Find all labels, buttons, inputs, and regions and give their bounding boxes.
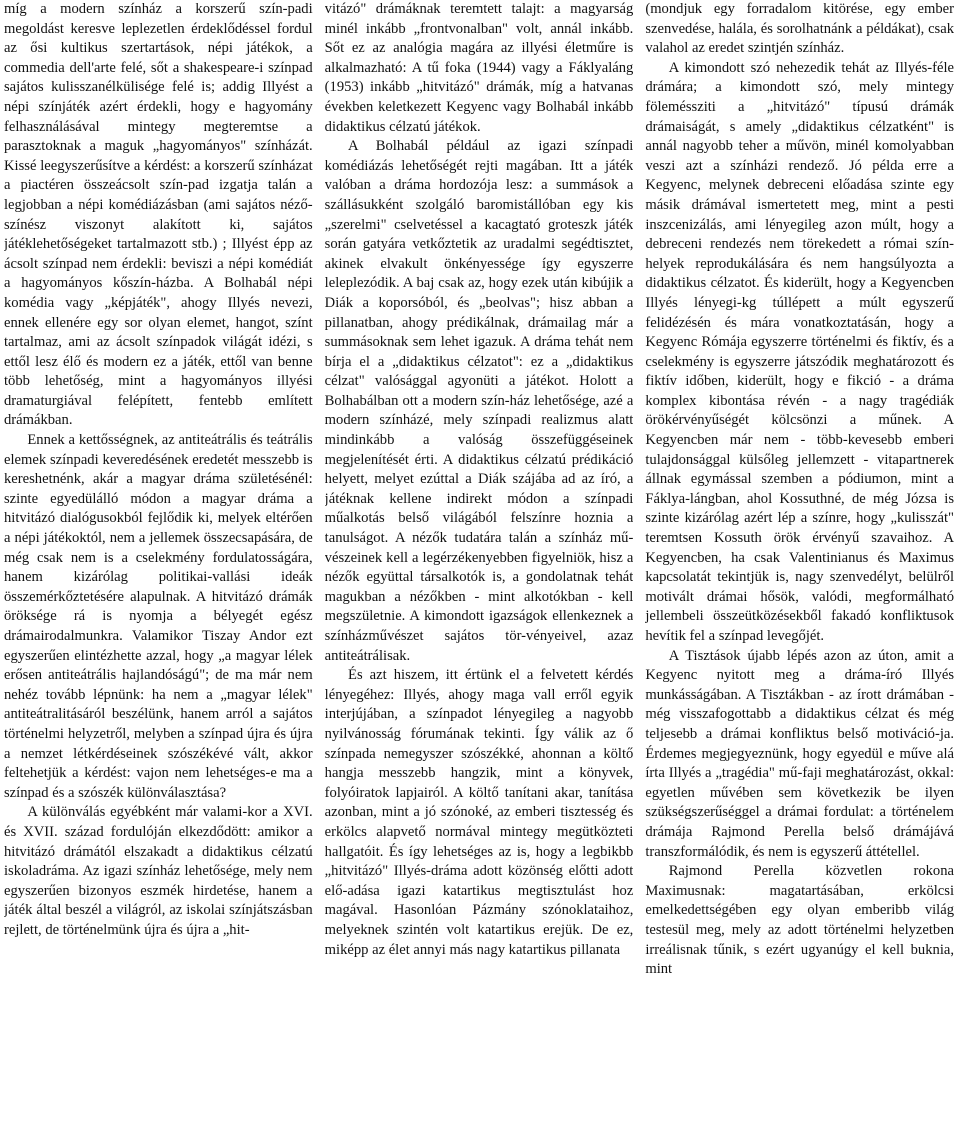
- text-column-3: [645, 0, 954, 1136]
- text-column-2: [325, 0, 634, 1136]
- paragraph: míg a modern színház a korszerű szín-padi megoldást keresve leplezetlen érdeklődéssel fordul az ősi kultikus szertartások, népi játékok, a commedia dell'arte felé, sőt a shakespeare-i színpad sajátos kulisszanélkülisége felé is; addig Illyést a népi színjáték azért érdekli, hogy e hagyomány felhasználásával mintegy megteremtse a parasztoknak a maguk „hagyományos" színházát. Kissé leegyszerűsítve a kérdést: a korszerű színházat a piactéren összeácsolt szín-pad izgatja talán a legjobban a népi komédiázásban (ami sajátos néző-színész viszonyt alakított ki, sajátos játéklehetőségeket tartalmazott stb.) ; Illyést épp az ácsolt színpad nem érdekli: beviszi a népi komédiát a hagyományos kőszín-házba. A Bolhabál népi komédia vagy „képjáték", ahogy Illyés nevezi, ennek ellenére egy sor olyan elemet, hangot, színt tartalmaz, ami az ácsolt színpadok világát idézi, s ettől lesz élő és modern ez a játék, ettől van benne több lehetőség, mint a hagyományos illyési dramaturgiával felépített, fentebb említett drámákban.: [4, 1, 313, 429]
- paragraph: A különválás egyébként már valami-kor a XVI. és XVII. század fordulóján elkezdődött: amikor a hitvitázó drámától elszakadt a didaktikus célzatú iskoladráma. Az igazi színház lehetősége, mely nem egyszerűen bizonyos eszmék hirdetése, hanem a játék által beszél a világról, az iskolai színjátszásban rejlett, de történelmünk újra és újra a „hit-: [4, 804, 313, 938]
- paragraph: A Tisztások újabb lépés azon az úton, amit a Kegyenc nyitott meg a dráma-író Illyés munkásságában. A Tisztákban - az írott drámában - még visszafogottabb a didaktikus célzat és még teljesebb a drámai konfliktus belső motiváció-ja. Érdemes megjegyeznünk, hogy egyedül e műve alá írta Illyés a „tragédia" mű-faji meghatározást, okkal: egyetlen művében sem következik be ilyen szükségszerűséggel a drámai fordulat: a történelem drámája Rajmond Perella belső drámájává transzformálódik, és nem is egyszerű áttétellel.: [645, 647, 955, 860]
- paragraph: A Bolhabál például az igazi színpadi komédiázás lehetőségét rejti magában. Itt a játék valóban a dráma hordozója lesz: a summások a szállásukként szolgáló baromistállóban egy kis „szerelmi" cselvetéssel a kacagtató groteszk játék során gatyára vetkőztetik az uradalmi segédtisztet, akinek elvakult önkényessége így egyszerre leleplezódik. A baj csak az, hogy ezek után kibújik a Diák a koporsóból, és „beolvas"; hisz abban a pillanatban, ahogy prédikálnak, drámailag már a summásoknak sem lehet igazuk. A dráma tehát nem bírja el a „didaktikus célzatot": ez a „didaktikus célzat" valósággal agyonüti a játékot. Holott a Bolhabálban ott a modern szín-ház lehetősége, azé a modern színházé, mely színpadi realizmus alatt mindinkább a valóság összefüggéseinek megjelenítését érti. A didaktikus célzatú prédikáció helyett, melyet ezúttal a Diák szájába ad az író, a játéknak kellene indirekt módon a színpadi műalkotás belső világából felszínre hoznia a tanulságot. A nézők tudatára talán a színház mű-vészeinek kell a legérzékenyebben figyelniök, hisz a nézők együttal társalkotók is, a gondolatnak tehát magukban a nézőkben - mint alkotókban - kell megszületnie. A kimondott igazságok ellenkeznek a színházművészet sajátos tör-vényeivel, azaz antiteátrálisak.: [324, 138, 634, 664]
- paragraph: (mondjuk egy forradalom kitörése, egy ember szenvedése, halála, és sorolhatnánk a példákat), csak valahol az eredet szintjén színház.: [645, 1, 955, 57]
- paragraph: vitázó" drámáknak teremtett talajt: a magyarság minél inkább „frontvonalban" volt, annál inkább. Sőt ez az analógia magára az illyési életműre is alkalmazható: A tű foka (1944) vagy a Fáklyaláng (1953) inkább „hitvitázó" drámák, míg a hatvanas években keletkezett Kegyenc vagy Bolhabál inkább didaktikus célzatú játékok.: [324, 1, 634, 135]
- paragraph: Ennek a kettősségnek, az antiteátrális és teátrális elemek színpadi keveredésének eredetét messzebb is kereshetnénk, akár a magyar dráma születésénél: szinte egyedülálló módon a magyar dráma a hitvitázó dialógusokból fejlődik ki, melyek eltérően a népi játékoktól, nem a jellemek összecsapására, de még csak nem is a cselekmény fordulatosságára, hanem kizárólag politikai-vallási ideák összemérkőztetésére alapulnak. A hitvitázó drámák öröksége rá is nyomja a bélyegét egész drámairodalmunkra. Valamikor Tiszay Andor ezt egyszerűen elintézhette azzal, hogy „a magyar lélek erősen antiteátrális hajlandóságú"; de ma már nem nehéz tovább lépnünk: ha nem a „magyar lélek" antiteátralitásáról beszélünk, hanem arról a sajátos történelmi helyzetről, melyben a színpad újra és újra a nemzet létkérdéseinek szószékévé vált, akkor feltehetjük a kérdést: vajon nem lehetséges-e ma a színpad és a szószék különválasztása?: [4, 432, 313, 801]
- paragraph: És azt hiszem, itt értünk el a felvetett kérdés lényegéhez: Illyés, ahogy maga vall erről egyik interjújában, a színpadot lényegileg a nagyobb nyilvánosság fórumának tekinti. Így válik az ő színpada nemegyszer szószékké, ahonnan a költő hangja messzebb hangzik, mint a könyvek, folyóiratok lapjairól. A költő tanítani akar, tanítása azonban, mint a jó szónoké, az emberi tisztesség és erkölcs alapvető normával mintegy megütközteti hallgatóit. És így lehetséges az is, hogy a legbikbb „hitvitázó" Illyés-dráma adott közönség előtti adott elő-adása igazi katartikus megtisztulást hoz magával. Hasonlóan Pázmány szónoklataihoz, melyeknek szintén volt katartikus erejük. De ez, miképp az élet annyi más nagy katartikus pillanata: [324, 667, 634, 958]
- text-column-1: [4, 0, 313, 1136]
- paragraph: Rajmond Perella közvetlen rokona Maximusnak: magatartásában, erkölcsi emelkedettségében egy olyan emberibb világ testesül meg, mely az adott történelmi helyzetben irreálisnak tűnik, s ezért ugyanúgy el kell buknia, mint: [645, 863, 955, 978]
- paragraph: A kimondott szó nehezedik tehát az Illyés-féle drámára; a kimondott szó, mely mintegy föleméssziti a „hitvitázó" típusú drámák drámaiságát, s amely „didaktikus célzatként" is annál nagyobb teher a művön, minél komolyabban veszi azt a színházi rendező. Jó példa erre a Kegyenc, melynek debreceni előadása szinte egy másik drámával ismertetett meg, mint a pesti inszcenizálás, ami lényegileg azon múlt, hogy a debreceni rendezés nem törekedett a római szín-helyek reprodukálására és nem hangsúlyozta a didaktikus célzatot. És kiderült, hogy a Kegyencben Illyés lényegi-kg túllépett a múlt egyszerű felidézésén és mára vonatkoztatásán, hogy a Kegyenc Rómája egyszerre történelmi és fiktív, és a cselekmény is egyszerre játszódik meghatározott és fiktív időben, kiderült, hogy e fikció - a dráma komplex kibontása révén - a nagy tragédiák örökérvényűségét kölcsönzi a műnek. A Kegyencben már nem - több-kevesebb emberi tulajdonsággal külsőleg jellemzett - vitapartnerek állnak egymással szemben a pódiumon, mint a Fáklya-lángban, ahol Kossuthné, de még Józsa is szinte kizárólag azért lép a színre, hogy „kulisszát" teremtsen Kossuth örök érvényű szavaihoz. A Kegyencben, ha csak Valentinianus és Maximus kapcsolatát tekintjük is, nagy szenvedélyt, belülről motivált drámai hősök, valódi, megformálható jellembeli összeütközésekből fakadó konfliktusok hevítik fel a színpad levegőjét.: [645, 59, 955, 644]
